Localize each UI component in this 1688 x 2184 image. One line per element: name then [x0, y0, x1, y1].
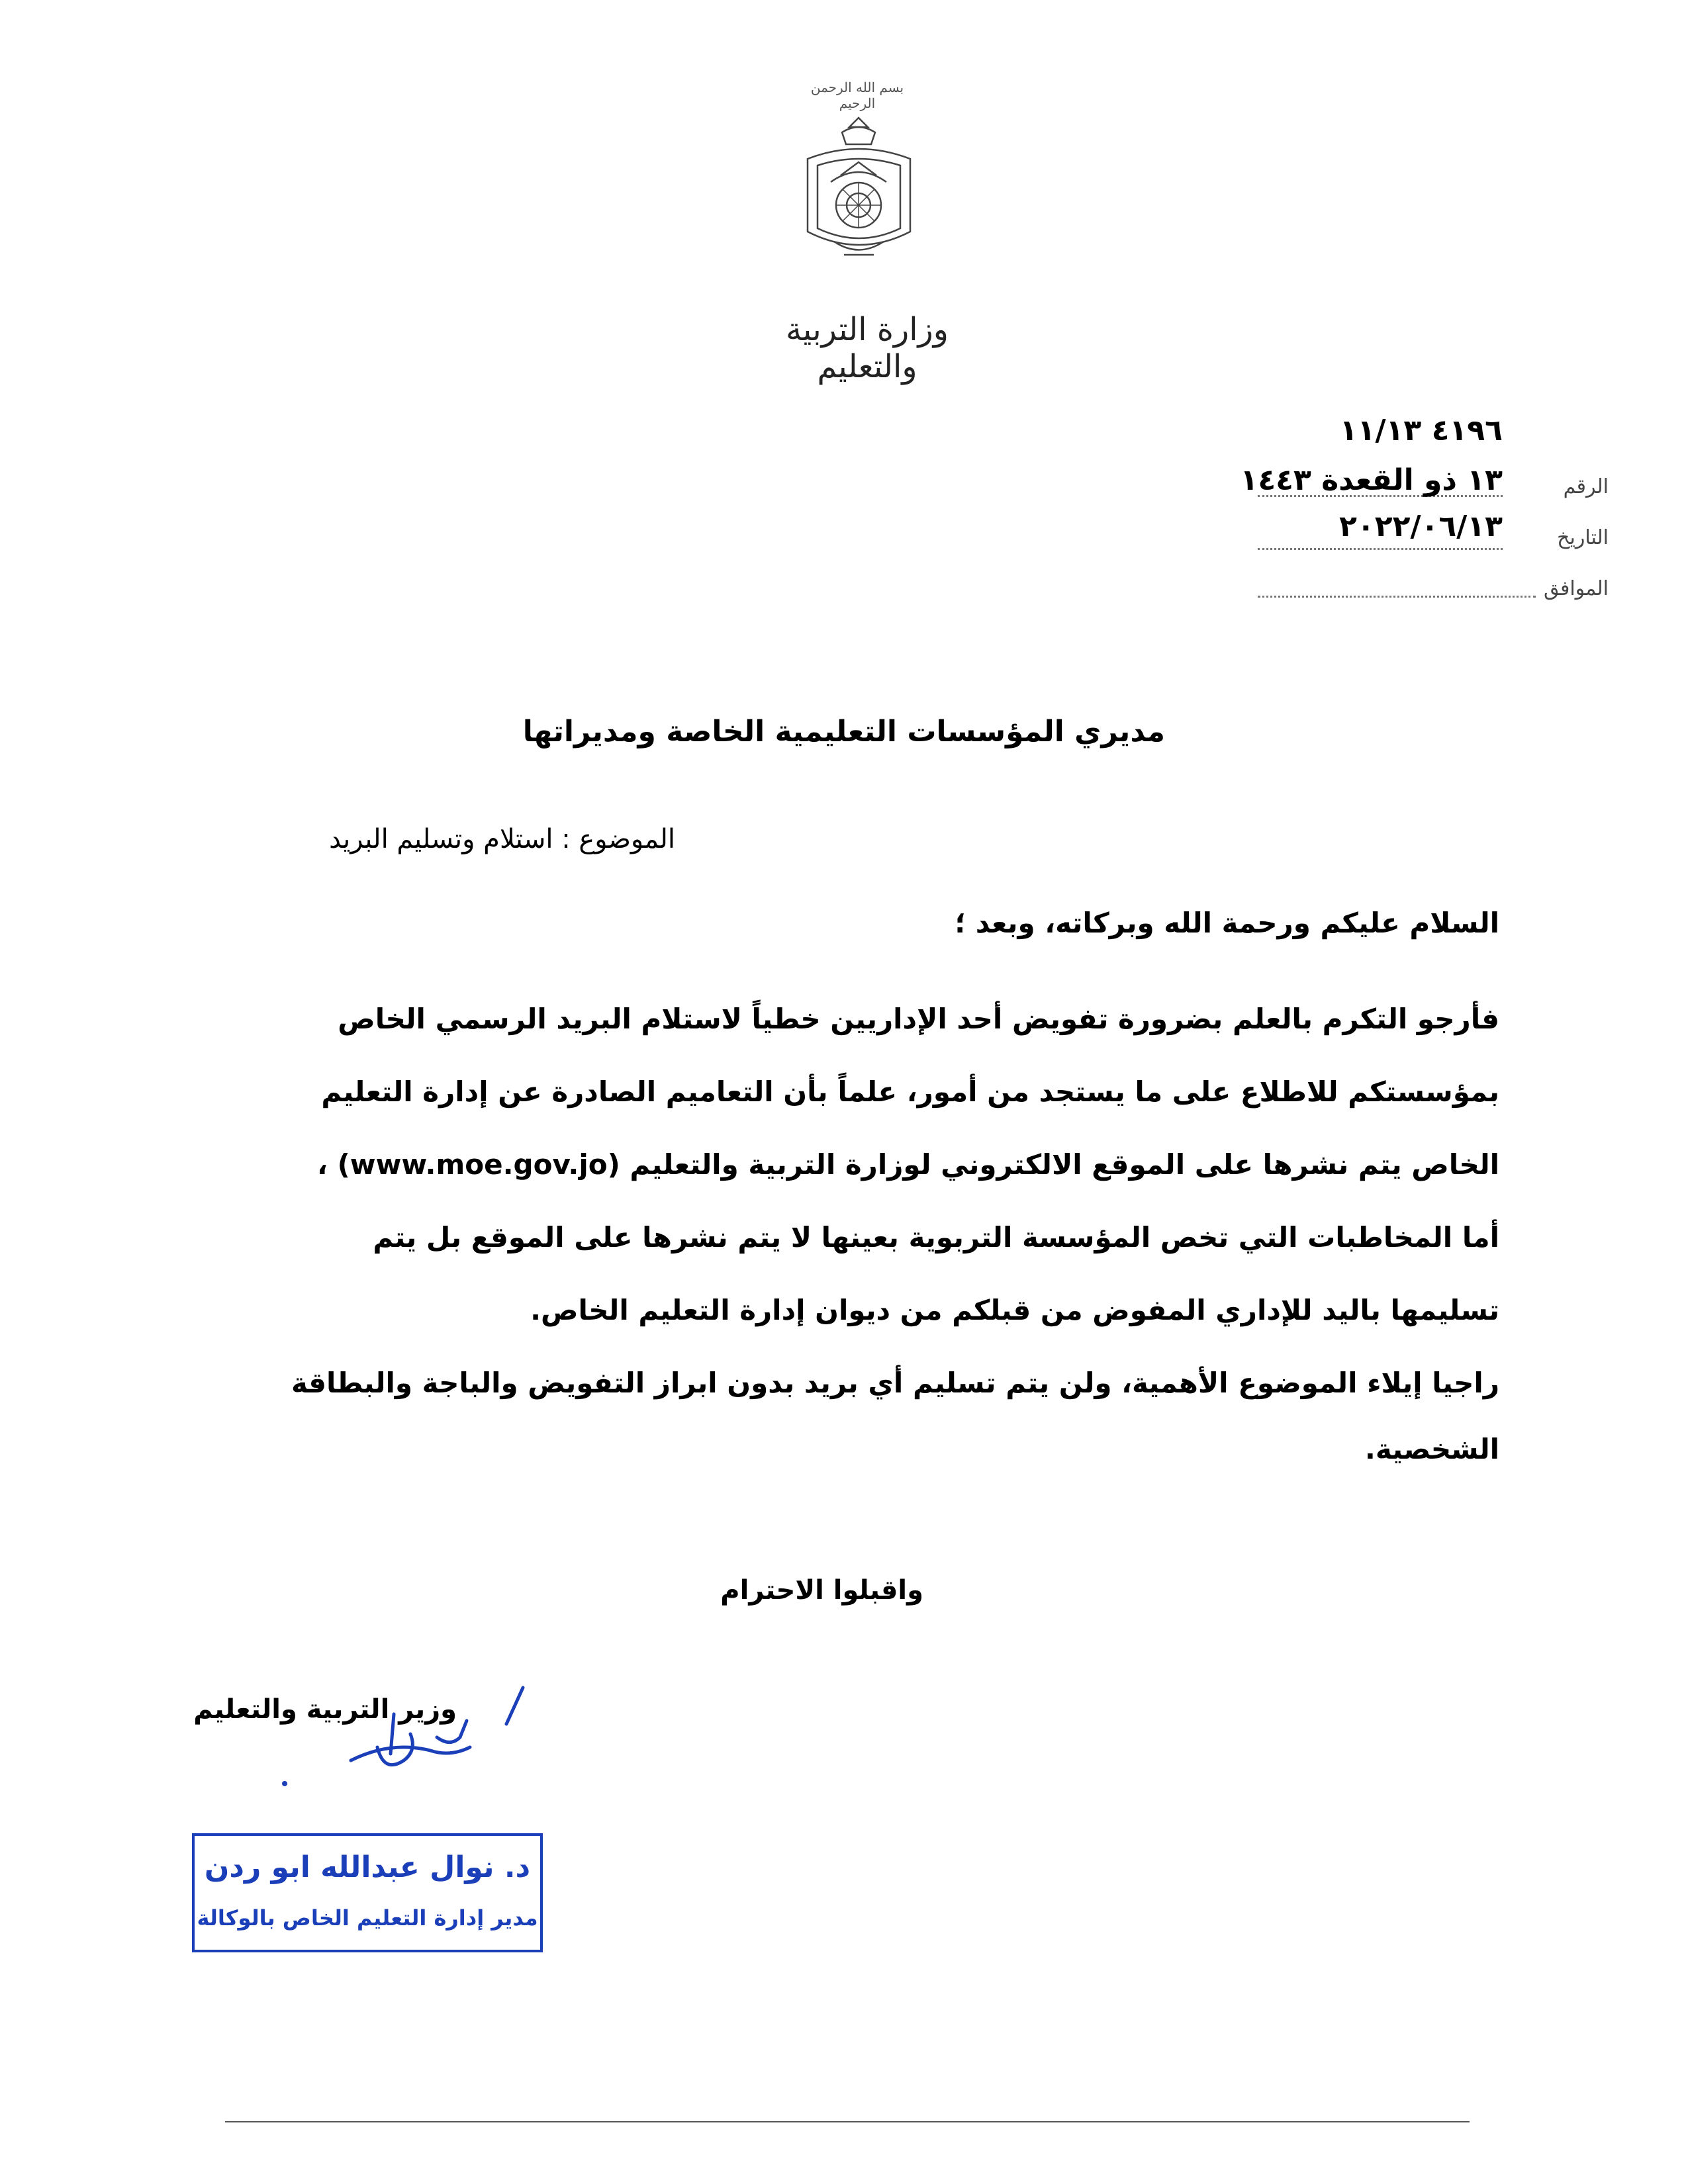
hijri-date-value: ١٣ ذو القعدة ١٤٤٣ — [1240, 463, 1503, 497]
footer-divider — [225, 2121, 1470, 2122]
body-line: فأرجو التكرم بالعلم بضرورة تفويض أحد الإداريين خطياً لاستلام البريد الرسمي الخاص — [338, 1003, 1499, 1035]
handwritten-signature — [278, 1674, 543, 1807]
reference-number-label: الرقم — [1563, 475, 1609, 498]
ministry-header-name: وزارة التربية والتعليم — [786, 311, 949, 385]
stamp-title: مدير إدارة التعليم الخاص بالوكالة — [197, 1905, 538, 1931]
closing-line: واقبلوا الاحترام — [720, 1575, 923, 1606]
recipient-line: مديري المؤسسات التعليمية الخاصة ومديراتها — [522, 715, 1165, 749]
date-dots — [1258, 548, 1503, 550]
body-line: راجيا إيلاء الموضوع الأهمية، ولن يتم تسليم أي بريد بدون ابراز التفويض والباجة والبطاقة — [291, 1367, 1499, 1399]
body-line: بمؤسستكم للاطلاع على ما يستجد من أمور، علماً بأن التعاميم الصادرة عن إدارة التعليم — [321, 1075, 1499, 1108]
stamp-name: د. نوال عبدالله ابو ردن — [204, 1850, 531, 1884]
basmala: بسم الله الرحمن الرحيم — [810, 79, 904, 111]
signatory-title: وزير التربية والتعليم — [193, 1694, 457, 1725]
royal-crest-emblem — [794, 113, 923, 271]
greeting-line: السلام عليكم ورحمة الله وبركاته، وبعد ؛ — [955, 907, 1499, 939]
body-line: تسليمها باليد للإداري المفوض من قبلكم من ديوان إدارة التعليم الخاص. — [530, 1294, 1499, 1326]
corresponding-date-label: الموافق — [1543, 577, 1609, 600]
official-stamp — [192, 1833, 543, 1952]
subject-line: الموضوع : استلام وتسليم البريد — [329, 824, 675, 854]
body-line: أما المخاطبات التي تخص المؤسسة التربوية بعينها لا يتم نشرها على الموقع بل يتم — [373, 1221, 1499, 1253]
body-line: الخاص يتم نشرها على الموقع الالكتروني لوزارة التربية والتعليم (www.moe.gov.jo) ، — [317, 1148, 1499, 1181]
date-label: التاريخ — [1557, 526, 1609, 549]
corresponding-date-dots — [1258, 596, 1536, 598]
reference-number-value: ٤١٩٦ ١١/١٣ — [1339, 414, 1503, 447]
body-line: الشخصية. — [1364, 1433, 1499, 1465]
gregorian-date-value: ٢٠٢٢/٠٦/١٣ — [1339, 510, 1503, 543]
